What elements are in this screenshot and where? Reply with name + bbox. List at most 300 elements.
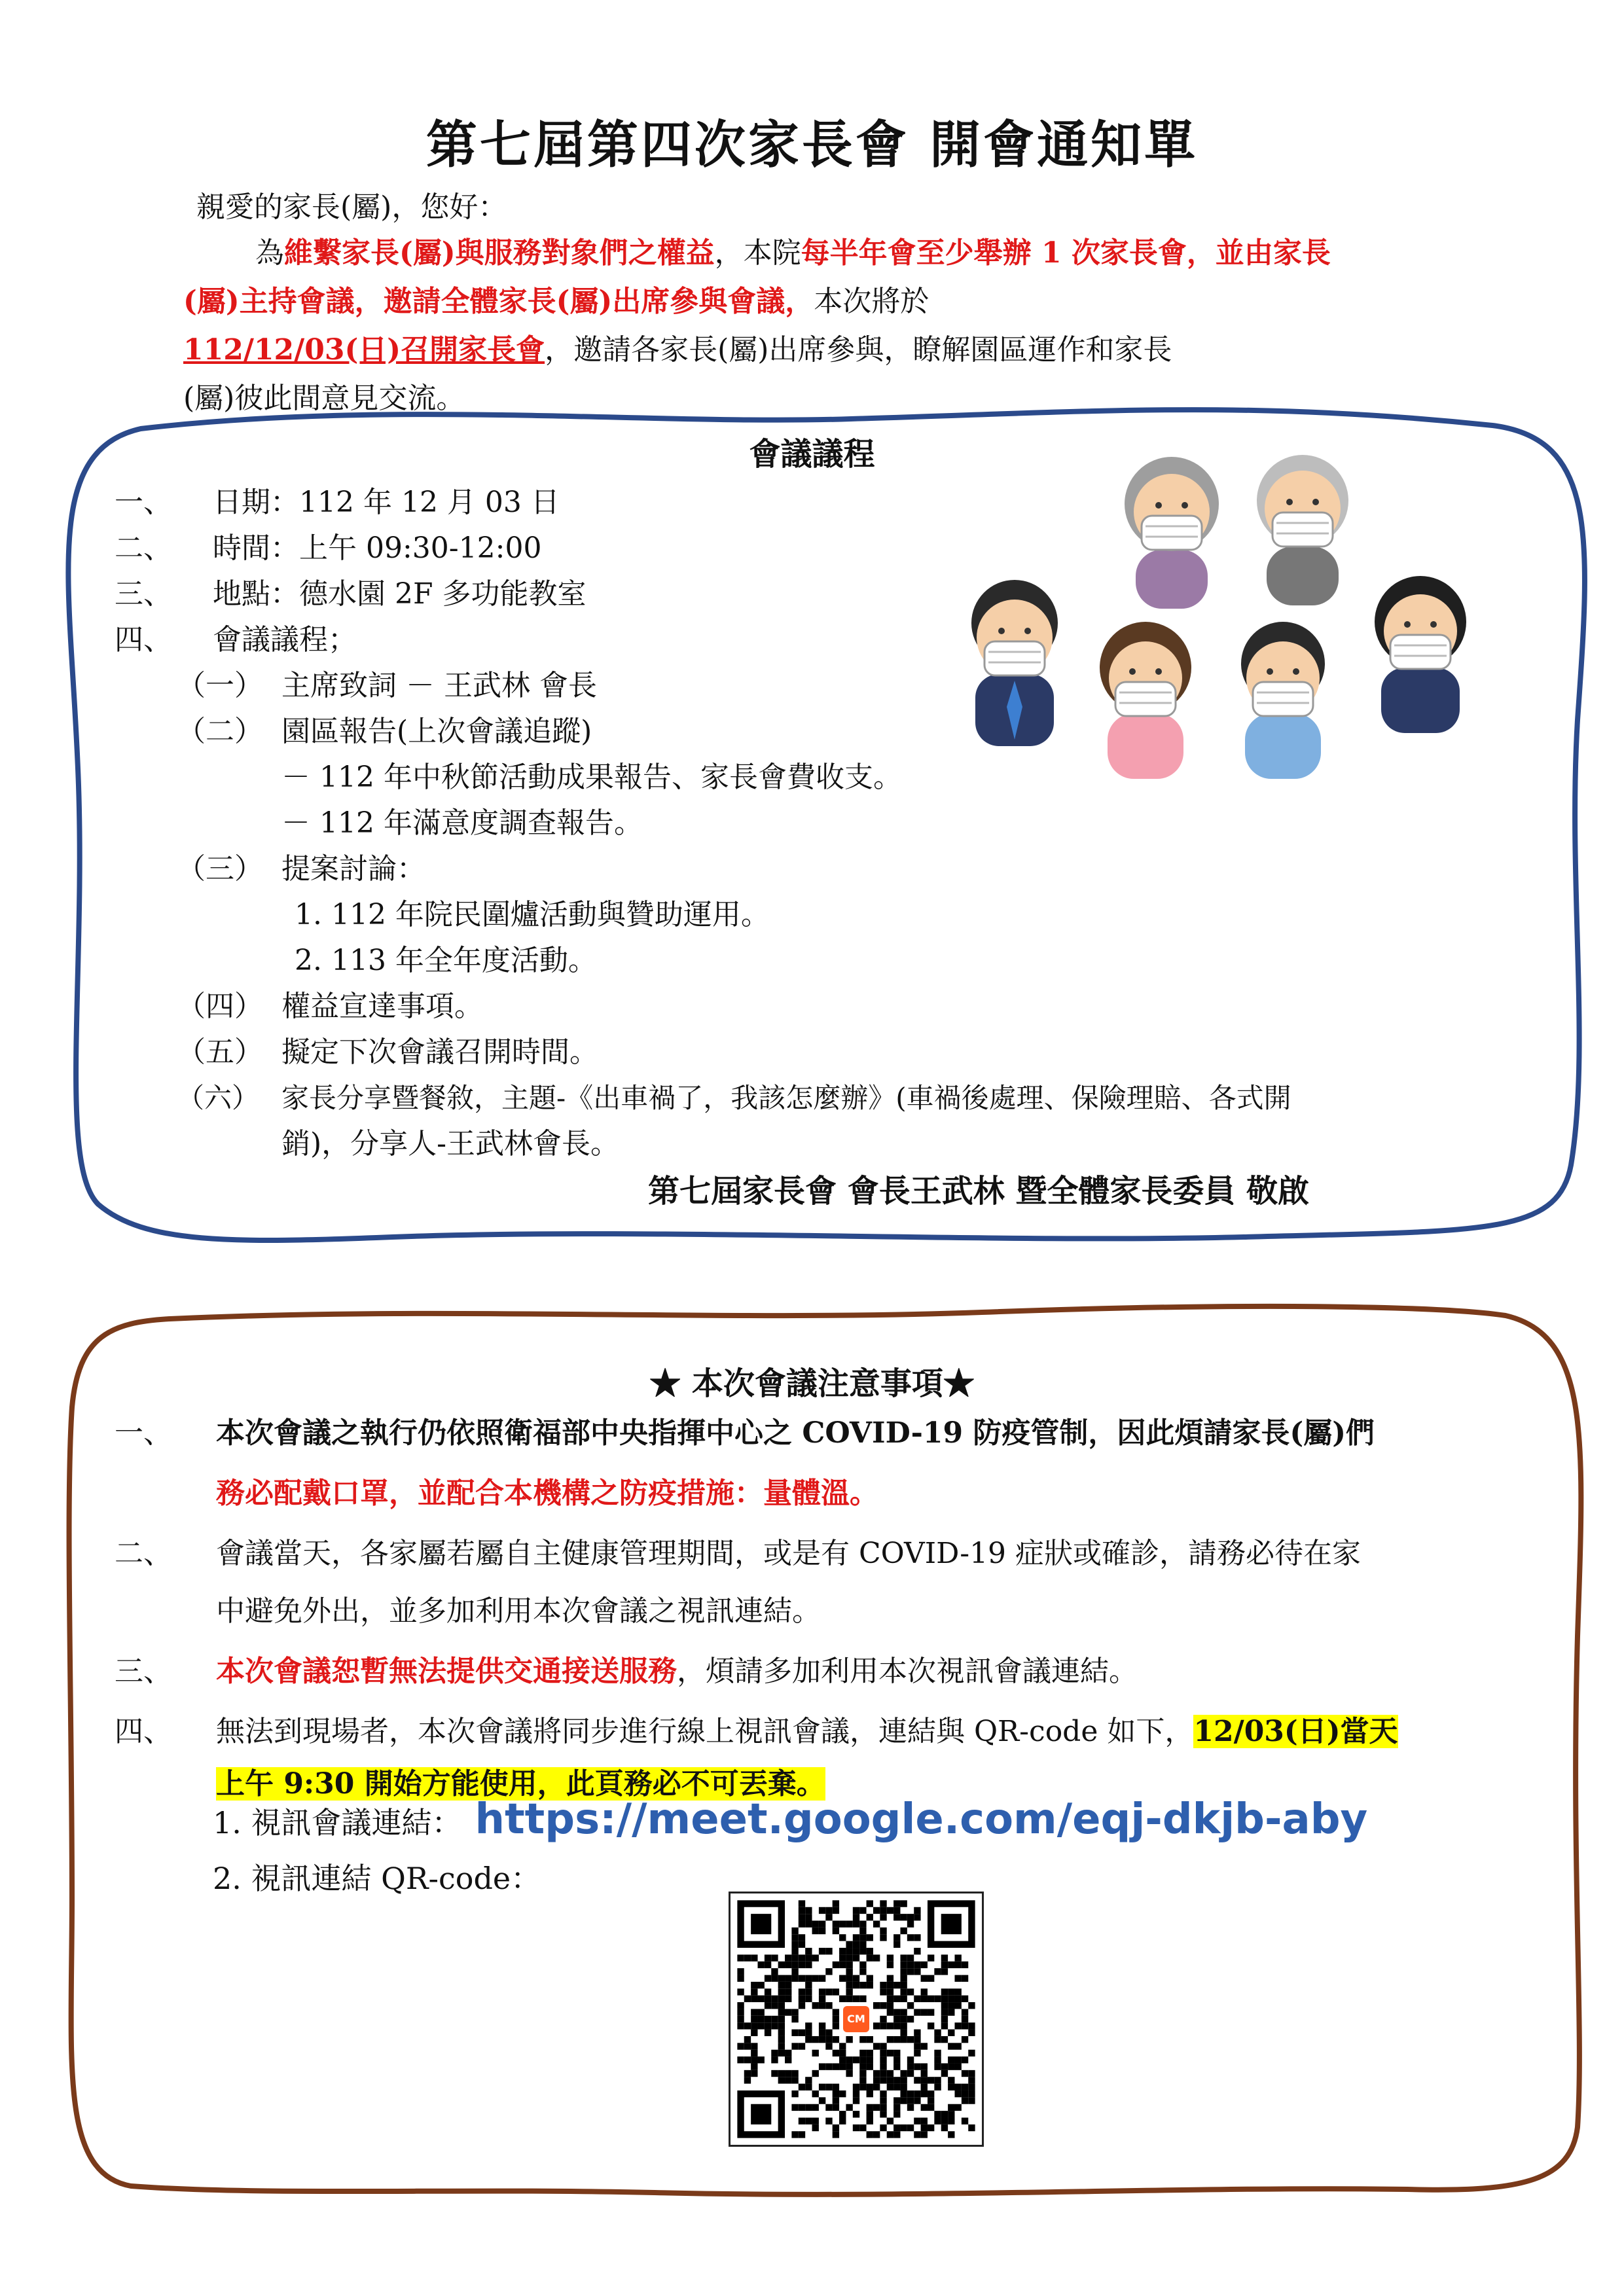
qr-module <box>873 1921 880 1928</box>
note-text: 無法到現場者，本次會議將同步進行線上視訊會議，連結與 QR-code 如下， <box>216 1715 1194 1748</box>
qr-module <box>921 2009 928 2015</box>
note-number: 三、 <box>115 1655 172 1688</box>
qr-module <box>914 2077 920 2083</box>
item-number: 一、 <box>115 486 172 519</box>
qr-module <box>805 1948 812 1954</box>
qr-module <box>751 2063 757 2070</box>
qr-module <box>893 2063 900 2070</box>
qr-module <box>751 2050 757 2056</box>
qr-module <box>900 2125 907 2131</box>
qr-module <box>765 2016 771 2022</box>
note-number: 二、 <box>115 1537 172 1570</box>
qr-module <box>751 2030 757 2036</box>
qr-module <box>948 2111 954 2117</box>
qr-module <box>934 2077 941 2083</box>
qr-module <box>954 1962 961 1968</box>
qr-module <box>962 1962 968 1968</box>
qr-module <box>968 2090 975 2097</box>
qr-module <box>751 1914 771 1934</box>
intro-red-text: 每半年會至少舉辦 1 次家長會，並由家長 <box>801 236 1331 270</box>
qr-module <box>867 2084 873 2090</box>
qr-module <box>867 2111 873 2117</box>
qr-module <box>825 2043 832 2049</box>
qr-module <box>880 2104 886 2111</box>
sub-item <box>177 892 1291 938</box>
sub-number: （二） <box>177 715 263 748</box>
qr-module <box>799 2002 805 2009</box>
qr-module <box>839 1975 846 1982</box>
qr-module <box>859 2050 866 2056</box>
greeting: 親愛的家長(屬)，您好： <box>196 190 507 224</box>
note-text: 中避免外出，並多加利用本次會議之視訊連結。 <box>216 1594 821 1628</box>
qr-module <box>778 2036 785 2043</box>
intro-text: 為 <box>255 236 284 270</box>
qr-module <box>778 2030 785 2036</box>
qr-module <box>887 2077 893 2083</box>
qr-module <box>873 2022 880 2029</box>
qr-module <box>887 1962 893 1968</box>
meeting-link[interactable]: https://meet.google.com/eqj-dkjb-aby <box>475 1795 1368 1844</box>
qr-module <box>839 2050 846 2056</box>
qr-module <box>880 1900 886 1907</box>
qr-module <box>880 1928 886 1934</box>
qr-module <box>833 2022 839 2029</box>
qr-module <box>934 2117 941 2124</box>
qr-module <box>805 2117 812 2124</box>
qr-module <box>778 2002 785 2009</box>
qr-module <box>859 1934 866 1941</box>
qr-module <box>893 2077 900 2083</box>
qr-module <box>833 1921 839 1928</box>
qr-module <box>805 2036 812 2043</box>
qr-module <box>907 1914 914 1920</box>
qr-module <box>819 1948 825 1954</box>
qr-module <box>968 2002 975 2009</box>
qr-module <box>954 1988 961 1995</box>
qr-module <box>771 1954 778 1961</box>
qr-module <box>771 2050 778 2056</box>
qr-module <box>948 1988 954 1995</box>
qr-module <box>893 1907 900 1914</box>
qr-module <box>880 2022 886 2029</box>
qr-module <box>833 2090 839 2097</box>
qr-module <box>839 1962 846 1968</box>
qr-module <box>799 1921 805 1928</box>
qr-module <box>900 1982 907 1988</box>
intro-text: ，本院 <box>714 236 801 270</box>
qr-module <box>954 2104 961 2111</box>
qr-module <box>859 2056 866 2063</box>
qr-module <box>833 2050 839 2056</box>
qr-module <box>833 2036 839 2043</box>
qr-module <box>737 1988 744 1995</box>
qr-module <box>839 2117 846 2124</box>
qr-module <box>893 1982 900 1988</box>
qr-module <box>819 2097 825 2104</box>
qr-module <box>778 2022 785 2029</box>
qr-module <box>778 1996 785 2002</box>
qr-module <box>799 2104 805 2111</box>
qr-module <box>948 1996 954 2002</box>
qr-module <box>853 2090 859 2097</box>
qr-module <box>785 2070 791 2077</box>
qr-module <box>941 2111 948 2117</box>
qr-module <box>921 1988 928 1995</box>
qr-module <box>887 1954 893 1961</box>
qr-module <box>765 1988 771 1995</box>
qr-module <box>758 1962 765 1968</box>
qr-module <box>914 1934 920 1941</box>
qr-module <box>846 2036 852 2043</box>
notes-list <box>115 1410 1398 1807</box>
qr-module <box>859 1948 866 1954</box>
qr-module <box>751 2022 757 2029</box>
qr-module <box>758 2022 765 2029</box>
note-number: 四、 <box>115 1715 172 1748</box>
qr-module <box>900 1975 907 1982</box>
qr-module <box>962 2022 968 2029</box>
qr-module <box>900 2090 907 2097</box>
note-text: 本次會議之執行仍依照衛福部中央指揮中心之 COVID-19 防疫管制，因此煩請家長(屬)們 <box>216 1416 1375 1450</box>
qr-module <box>819 2063 825 2070</box>
qr-module <box>833 2097 839 2104</box>
qr-module <box>948 2117 954 2124</box>
qr-module <box>778 2016 785 2022</box>
qr-module <box>859 2063 866 2070</box>
qr-module <box>941 2063 948 2070</box>
qr-module <box>934 2036 941 2043</box>
qr-module <box>771 2022 778 2029</box>
agenda-heading: 會議議程 <box>749 436 875 473</box>
qr-module <box>934 2056 941 2063</box>
qr-module <box>846 1982 852 1988</box>
qr-module <box>805 1921 812 1928</box>
qr-module <box>900 1988 907 1995</box>
qr-module <box>737 2022 744 2029</box>
qr-module <box>941 2022 948 2029</box>
intro-red-text: 維繫家長(屬)與服務對象們之權益 <box>284 236 715 270</box>
qr-module <box>914 2050 920 2056</box>
qr-module <box>846 1962 852 1968</box>
qr-module <box>914 1962 920 1968</box>
qr-module <box>833 1962 839 1968</box>
qr-module <box>968 2084 975 2090</box>
qr-module <box>928 2009 934 2015</box>
qr-module <box>900 2084 907 2090</box>
qr-module <box>819 2002 825 2009</box>
qr-module <box>921 2104 928 2111</box>
qr-module <box>771 2056 778 2063</box>
qr-module <box>805 2077 812 2083</box>
qr-module <box>887 1996 893 2002</box>
qr-module <box>799 1900 805 1907</box>
qr-module <box>812 1921 819 1928</box>
qr-module <box>962 2056 968 2063</box>
qr-module <box>880 2056 886 2063</box>
qr-module <box>921 2043 928 2049</box>
qr-module <box>846 2056 852 2063</box>
qr-module <box>805 2084 812 2090</box>
qr-module <box>853 2125 859 2131</box>
qr-module <box>921 2063 928 2070</box>
note-item <box>115 1531 1398 1577</box>
qr-module <box>791 1928 798 1934</box>
qr-module <box>867 1948 873 1954</box>
qr-module <box>962 1996 968 2002</box>
qr-module <box>805 2022 812 2029</box>
qr-module <box>751 2009 757 2015</box>
qr-module <box>968 2022 975 2029</box>
qr-module <box>812 2036 819 2043</box>
note-number: 一、 <box>115 1416 172 1450</box>
qr-module <box>791 2104 798 2111</box>
qr-module <box>900 1996 907 2002</box>
qr-module <box>867 2063 873 2070</box>
qr-module <box>867 1954 873 1961</box>
qr-module <box>948 2043 954 2049</box>
qr-module <box>765 1996 771 2002</box>
item-number: 三、 <box>115 577 172 611</box>
qr-module <box>791 1968 798 1975</box>
qr-module <box>867 2131 873 2138</box>
qr-module <box>954 1996 961 2002</box>
qr-module <box>962 1975 968 1982</box>
qr-module <box>859 1928 866 1934</box>
qr-module <box>819 1988 825 1995</box>
qr-module <box>825 2117 832 2124</box>
qr-module <box>846 2104 852 2111</box>
qr-module <box>954 2056 961 2063</box>
note-highlight: 上午 9:30 開始方能使用，此頁務必不可丟棄。 <box>216 1767 825 1801</box>
qr-module <box>859 2036 866 2043</box>
qr-module <box>893 1934 900 1941</box>
qr-module <box>812 2090 819 2097</box>
qr-module <box>825 1968 832 1975</box>
qr-module <box>893 2016 900 2022</box>
note-highlight: 12/03(日)當天 <box>1193 1715 1398 1748</box>
qr-module <box>900 1928 907 1934</box>
qr-module <box>751 1988 757 1995</box>
sub-item <box>177 1121 1291 1167</box>
qr-module <box>941 2070 948 2077</box>
sub-item <box>177 1030 1291 1075</box>
qr-module <box>833 2131 839 2138</box>
sub-number: （五） <box>177 1035 263 1069</box>
qr-module <box>825 2104 832 2111</box>
qr-module <box>887 2022 893 2029</box>
intro-text: (屬)彼此間意見交流。 <box>183 382 465 415</box>
qr-module <box>771 2070 778 2077</box>
qr-module <box>893 2022 900 2029</box>
qr-module <box>859 1907 866 1914</box>
qr-module <box>833 1900 839 1907</box>
qr-module <box>833 2016 839 2022</box>
sub-item <box>177 846 1291 892</box>
qr-module <box>799 1954 805 1961</box>
qr-module <box>825 2030 832 2036</box>
qr-module <box>867 2104 873 2111</box>
qr-module <box>948 2131 954 2138</box>
qr-module <box>900 1968 907 1975</box>
qr-module <box>968 2077 975 2083</box>
qr-module <box>859 2125 866 2131</box>
sub-text: 擬定下次會議召開時間。 <box>281 1035 598 1069</box>
note-item <box>115 1709 1398 1755</box>
qr-module <box>928 1954 934 1961</box>
qr-module <box>846 1954 852 1961</box>
qr-module <box>859 2070 866 2077</box>
qr-module <box>941 1914 962 1934</box>
qr-module <box>765 2030 771 2036</box>
qr-module <box>962 2009 968 2015</box>
qr-module <box>859 1968 866 1975</box>
qr-module <box>785 1962 791 1968</box>
note-red-text: 務必配戴口罩，並配合本機構之防疫措施：量體溫。 <box>216 1477 878 1510</box>
qr-module <box>785 2077 791 2083</box>
qr-module <box>921 2084 928 2090</box>
qr-module <box>778 1975 785 1982</box>
qr-module <box>941 2117 948 2124</box>
qr-module <box>799 1975 805 1982</box>
sub-text: － 112 年中秋節活動成果報告、家長會費收支。 <box>281 761 902 794</box>
note-red-text: 本次會議恕暫無法提供交通接送服務 <box>216 1655 677 1688</box>
qr-module <box>853 1975 859 1982</box>
qr-module <box>914 2036 920 2043</box>
qr-module <box>948 2084 954 2090</box>
qr-module <box>921 2125 928 2131</box>
qr-module <box>839 1934 846 1941</box>
qr-module <box>799 1941 805 1948</box>
qr-module <box>907 2036 914 2043</box>
qr-module <box>737 2009 744 2015</box>
qr-module <box>948 2002 954 2009</box>
qr-module <box>893 2009 900 2015</box>
sub-text: 提案討論： <box>281 852 425 886</box>
qr-module <box>791 1948 798 1954</box>
qr-module <box>805 1996 812 2002</box>
qr-center-logo: CM <box>843 2006 869 2032</box>
qr-module <box>853 2111 859 2117</box>
qr-module <box>887 1982 893 1988</box>
qr-module <box>887 2117 893 2124</box>
qr-module <box>791 1962 798 1968</box>
qr-module <box>914 2090 920 2097</box>
qr-module <box>893 2050 900 2056</box>
qr-module <box>954 2084 961 2090</box>
qr-module <box>921 1996 928 2002</box>
qr-module <box>744 2043 751 2049</box>
qr-module <box>954 1975 961 1982</box>
qr-module <box>928 1996 934 2002</box>
qr-module <box>799 1914 805 1920</box>
qr-module <box>737 2056 744 2063</box>
qr-module <box>853 1948 859 1954</box>
qr-module <box>758 1996 765 2002</box>
qr-module <box>744 1996 751 2002</box>
qr-module <box>914 2097 920 2104</box>
qr-module <box>812 2002 819 2009</box>
qr-module <box>914 1914 920 1920</box>
qr-module <box>853 2084 859 2090</box>
qr-module <box>785 2009 791 2015</box>
qr-module <box>934 1996 941 2002</box>
qr-module <box>921 1962 928 1968</box>
qr-module <box>873 2070 880 2077</box>
qr-module <box>914 1907 920 1914</box>
qr-module <box>819 2036 825 2043</box>
qr-module <box>907 1954 914 1961</box>
sub-number: （四） <box>177 990 263 1023</box>
qr-module <box>948 2009 954 2015</box>
qr-module <box>934 2111 941 2117</box>
qr-module <box>900 1914 907 1920</box>
agenda-item <box>115 617 586 663</box>
qr-module <box>941 1988 948 1995</box>
qr-module <box>812 2050 819 2056</box>
agenda-list <box>115 480 586 663</box>
qr-module <box>778 2070 785 2077</box>
qr-module <box>873 1954 880 1961</box>
qr-module <box>907 2097 914 2104</box>
qr-module <box>819 2030 825 2036</box>
qr-module <box>812 2125 819 2131</box>
qr-module <box>751 1982 757 1988</box>
qr-module <box>880 2002 886 2009</box>
qr-module <box>968 2070 975 2077</box>
qr-module <box>853 1921 859 1928</box>
qr-module <box>867 2090 873 2097</box>
qr-module <box>867 2117 873 2124</box>
qr-module <box>758 1982 765 1988</box>
qr-module <box>751 1954 757 1961</box>
qr-module <box>771 2016 778 2022</box>
qr-module <box>846 2070 852 2077</box>
qr-module <box>941 2036 948 2043</box>
qr-module <box>785 2056 791 2063</box>
qr-module <box>805 1914 812 1920</box>
qr-module <box>825 2063 832 2070</box>
qr-module <box>791 2016 798 2022</box>
qr-module <box>907 2002 914 2009</box>
qr-module <box>867 1900 873 1907</box>
qr-module <box>819 1996 825 2002</box>
qr-module <box>893 2104 900 2111</box>
meeting-date-highlight: 112/12/03(日)召開家長會 <box>183 333 545 367</box>
page-title: 第七屆第四次家長會 開會通知單 <box>425 115 1199 175</box>
note-item <box>115 1410 1398 1456</box>
person-icon <box>1125 457 1219 609</box>
qr-module <box>893 2036 900 2043</box>
qr-module <box>846 1941 852 1948</box>
qr-code[interactable] <box>729 1892 984 2147</box>
qr-module <box>853 1954 859 1961</box>
qr-module <box>785 1954 791 1961</box>
qr-module <box>907 2104 914 2111</box>
qr-module <box>873 2104 880 2111</box>
qr-module <box>799 2084 805 2090</box>
qr-module <box>880 2125 886 2131</box>
qr-module <box>859 2077 866 2083</box>
qr-module <box>812 1928 819 1934</box>
qr-module <box>825 2036 832 2043</box>
qr-module <box>859 1962 866 1968</box>
signature: 第七屆家長會 會長王武林 暨全體家長委員 敬啟 <box>648 1173 1310 1210</box>
qr-module <box>791 2043 798 2049</box>
qr-module <box>873 2002 880 2009</box>
qr-module <box>737 2002 744 2009</box>
qr-module <box>887 1975 893 1982</box>
qr-module <box>819 1928 825 1934</box>
